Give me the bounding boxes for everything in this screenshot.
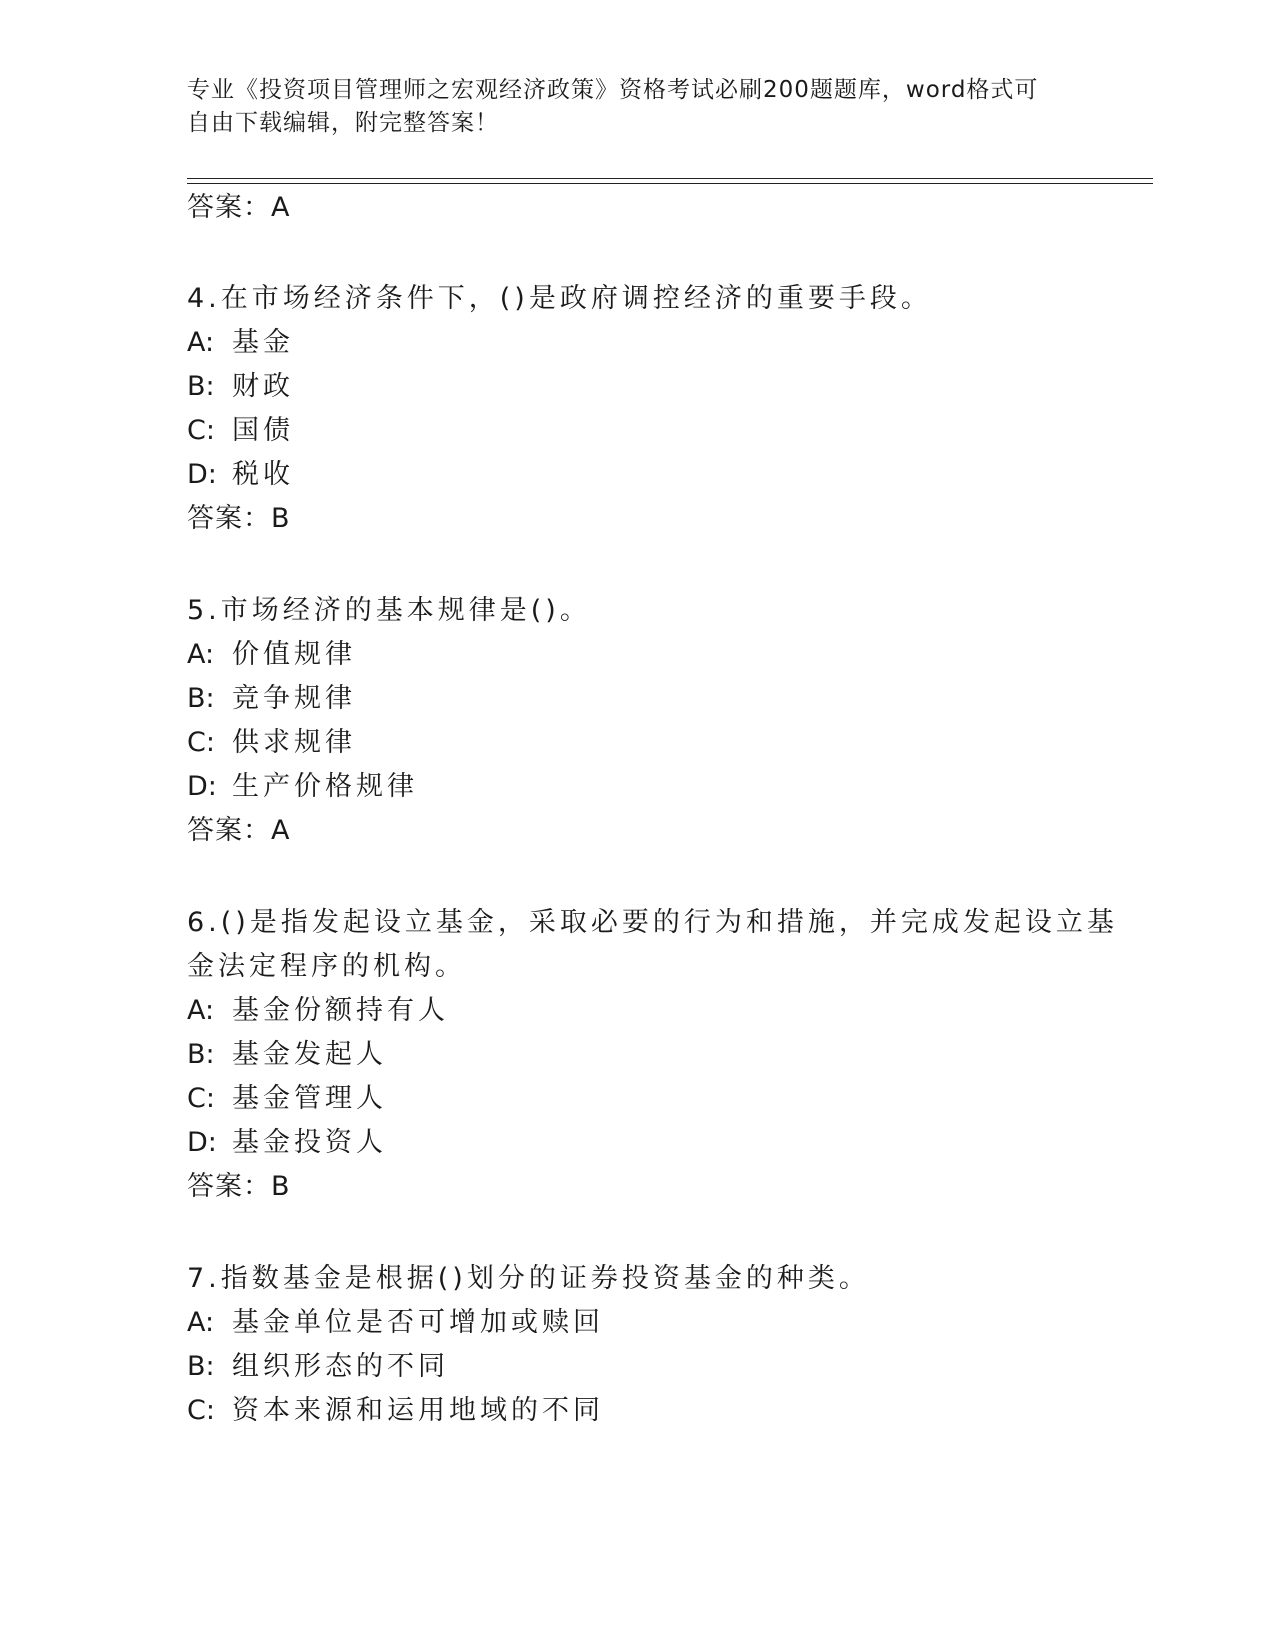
question-5-option-a — [187, 637, 356, 673]
answer-q4: 答案：B — [187, 503, 291, 534]
option-text: 税收 — [232, 459, 294, 490]
question-5-option-c — [187, 725, 356, 761]
option-text: 基金发起人 — [232, 1039, 387, 1070]
question-5-stem: 5.市场经济的基本规律是()。 — [187, 595, 591, 626]
answer-q5: 答案：A — [187, 815, 291, 846]
question-6-option-b — [187, 1037, 387, 1073]
option-text: 竞争规律 — [232, 683, 356, 714]
option-letter: A: — [187, 327, 215, 358]
option-letter: A: — [187, 639, 215, 670]
option-letter: C: — [187, 727, 215, 758]
question-7-option-a — [187, 1305, 604, 1341]
option-text: 基金管理人 — [232, 1083, 387, 1114]
option-letter: C: — [187, 1083, 215, 1114]
question-5-option-b — [187, 681, 356, 717]
option-letter: A: — [187, 995, 215, 1026]
option-letter: D: — [187, 459, 217, 490]
answer-q6: 答案：B — [187, 1171, 291, 1202]
option-text: 财政 — [232, 371, 294, 402]
header-divider-top — [187, 178, 1153, 179]
option-letter: D: — [187, 771, 217, 802]
option-text: 国债 — [232, 415, 294, 446]
question-4-option-a — [187, 325, 294, 361]
option-letter: D: — [187, 1127, 217, 1158]
question-5-option-d — [187, 769, 418, 805]
question-6-stem-line-1: 6.()是指发起设立基金，采取必要的行为和措施，并完成发起设立基 — [187, 907, 1118, 938]
header-title-line-1: 专业《投资项目管理师之宏观经济政策》资格考试必刷200题题库，word格式可 — [187, 77, 1039, 103]
option-text: 基金份额持有人 — [232, 995, 449, 1026]
option-letter: B: — [187, 683, 215, 714]
question-4-option-c — [187, 413, 294, 449]
option-text: 价值规律 — [232, 639, 356, 670]
question-7-option-c — [187, 1393, 604, 1429]
question-6-stem-line-2: 金法定程序的机构。 — [187, 951, 466, 982]
option-text: 供求规律 — [232, 727, 356, 758]
question-7-stem: 7.指数基金是根据()划分的证券投资基金的种类。 — [187, 1263, 870, 1294]
option-letter: B: — [187, 1351, 215, 1382]
option-text: 组织形态的不同 — [232, 1351, 449, 1382]
question-7-option-b — [187, 1349, 449, 1385]
option-text: 基金 — [232, 327, 294, 358]
question-4-option-d — [187, 457, 294, 493]
header-divider-bottom — [187, 183, 1153, 184]
question-6-option-a — [187, 993, 449, 1029]
document-header — [187, 74, 1067, 140]
option-text: 基金投资人 — [232, 1127, 387, 1158]
option-letter: A: — [187, 1307, 215, 1338]
header-title-line-2: 自由下载编辑，附完整答案！ — [187, 110, 499, 136]
option-text: 生产价格规律 — [232, 771, 418, 802]
answer-q3: 答案：A — [187, 192, 291, 223]
option-text: 基金单位是否可增加或赎回 — [232, 1307, 604, 1338]
option-letter: C: — [187, 1395, 215, 1426]
option-letter: C: — [187, 415, 215, 446]
option-letter: B: — [187, 371, 215, 402]
option-text: 资本来源和运用地域的不同 — [232, 1395, 604, 1426]
question-4-option-b — [187, 369, 294, 405]
question-4-stem: 4.在市场经济条件下，()是政府调控经济的重要手段。 — [187, 283, 932, 314]
question-6-option-c — [187, 1081, 387, 1117]
question-6-option-d — [187, 1125, 387, 1161]
option-letter: B: — [187, 1039, 215, 1070]
